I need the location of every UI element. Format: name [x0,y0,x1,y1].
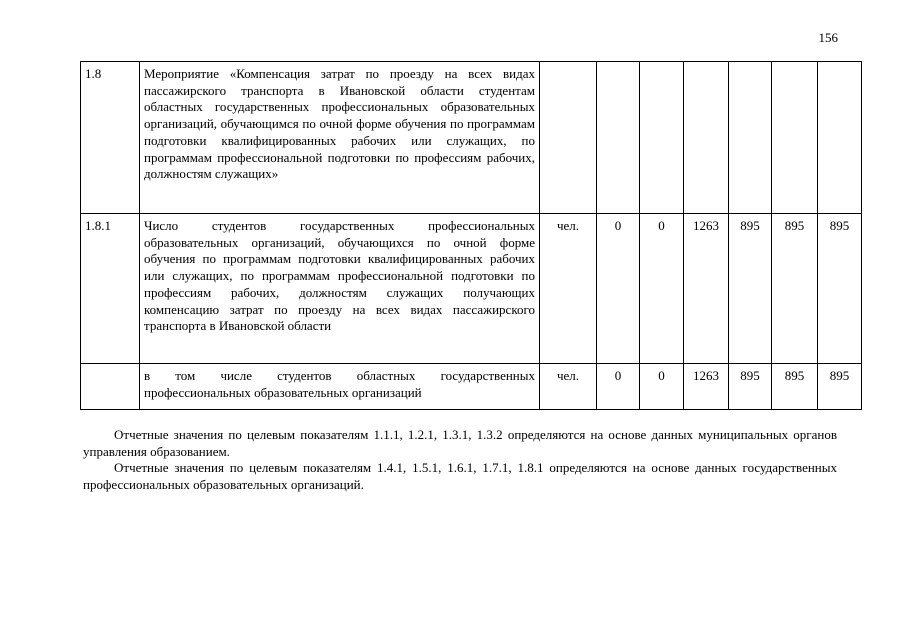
row-value [818,62,862,214]
row-description: Число студентов государственных профессиональных образовательных организаций, обучающихся по очной форме обучения по программам подготовки квалифицированных рабочих или служащих, по программам профессиональной подготовки по профессиям рабочих, должностям служащих получающих компенсацию затрат по проезду на всех видах пассажирского транспорта в Ивановской области [140,214,540,364]
table-row [81,364,862,410]
note-paragraph: Отчетные значения по целевым показателям 1.1.1, 1.2.1, 1.3.1, 1.3.2 определяются на основе данных муниципальных органов управления образованием. [83,427,837,459]
row-code [81,364,140,410]
row-value: 895 [818,214,862,364]
table-row [81,214,862,364]
row-value [640,62,684,214]
page-number: 156 [818,30,838,45]
row-value: 895 [729,214,772,364]
row-value [597,62,640,214]
row-unit [540,62,597,214]
row-value: 895 [772,214,818,364]
row-code: 1.8 [81,62,140,214]
row-unit: чел. [540,214,597,364]
row-value: 1263 [684,214,729,364]
row-value: 895 [772,364,818,410]
row-description: Мероприятие «Компенсация затрат по проезду на всех видах пассажирского транспорта в Ивановской области студентам областных государственных профессиональных образовательных организаций, обучающимся по очной форме обучения по программам подготовки квалифицированных рабочих или служащих, по программам профессиональной подготовки по профессиям рабочих, должностям служащих» [140,62,540,214]
row-value: 895 [729,364,772,410]
row-value: 0 [597,364,640,410]
row-value: 0 [640,364,684,410]
row-value [772,62,818,214]
row-value: 0 [640,214,684,364]
row-value [729,62,772,214]
row-value: 0 [597,214,640,364]
table-row [81,62,862,214]
notes-section [83,427,837,493]
indicators-table [80,61,862,410]
row-description: в том числе студентов областных государственных профессиональных образовательных организаций [140,364,540,410]
row-value: 895 [818,364,862,410]
row-unit: чел. [540,364,597,410]
note-paragraph: Отчетные значения по целевым показателям 1.4.1, 1.5.1, 1.6.1, 1.7.1, 1.8.1 определяются на основе данных государственных профессиональных образовательных организаций. [83,460,837,492]
row-value: 1263 [684,364,729,410]
row-code: 1.8.1 [81,214,140,364]
row-value [684,62,729,214]
